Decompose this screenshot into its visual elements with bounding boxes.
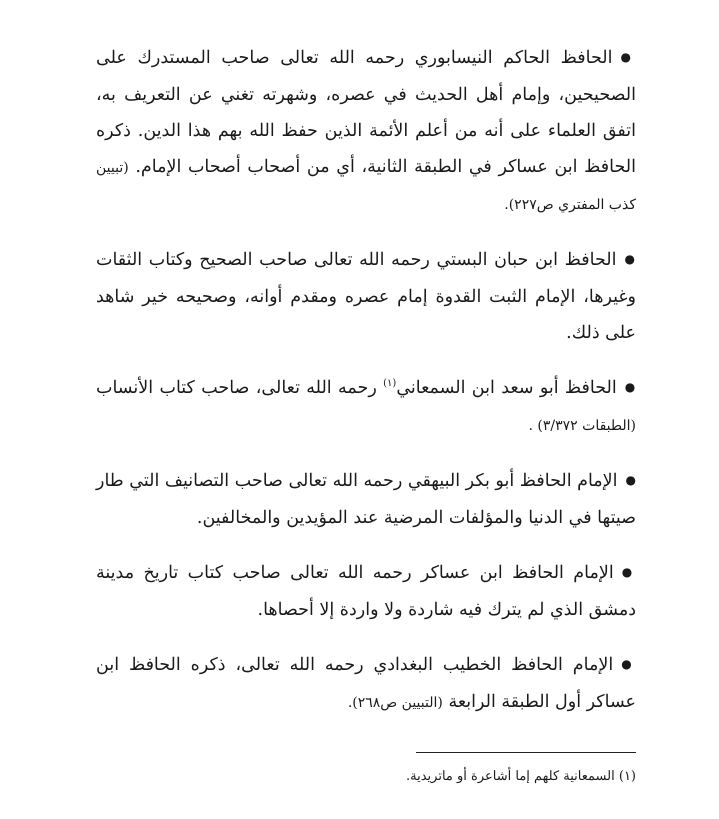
- bullet-icon: ●: [624, 380, 636, 394]
- entry-text: رحمه الله تعالى، صاحب كتاب الأنساب: [96, 378, 377, 398]
- footnote-mark[interactable]: (١): [383, 378, 397, 390]
- entry-text: الإمام الحافظ ابن عساكر رحمه الله تعالى صاحب كتاب تاريخ مدينة دمشق الذي لم يترك فيه شاردة ولا واردة إلا أحصاها.: [96, 563, 636, 620]
- entry-reference: (التبيين ص٢٦٨).: [347, 695, 443, 711]
- entry-samani: [96, 370, 636, 444]
- bullet-icon: ●: [625, 473, 636, 487]
- entry-text: الحافظ ابن حبان البستي رحمه الله تعالى صاحب الصحيح وكتاب الثقات وغيرها، الإمام الثبت القدوة إمام عصره ومقدم أوانه، وصحيحه خير شاهد على ذلك.: [96, 250, 636, 343]
- entry-text: الحافظ أبو سعد ابن السمعاني: [396, 378, 617, 398]
- entry-text: الإمام الحافظ أبو بكر البيهقي رحمه الله تعالى صاحب التصانيف التي طار صيتها في الدنيا والمؤلفات المرضية عند المؤيدين والمخالفين.: [96, 471, 636, 528]
- footnote-divider: [416, 752, 636, 753]
- bullet-icon: ●: [621, 657, 636, 671]
- entry-text: الحافظ الحاكم النيسابوري رحمه الله تعالى صاحب المستدرك على الصحيحين، وإمام أهل الحديث في عصره، وشهرته تغني عن التعريف به، اتفق العلماء على أنه من أعلم الأئمة الذين حفظ الله بهم هذا الدين. ذكره الحافظ ابن عساكر في الطبقة الثانية، أي من أصحاب أصحاب الإمام.: [96, 48, 636, 177]
- entry-hakim: [96, 40, 636, 223]
- entry-ibn-asakir: [96, 555, 636, 628]
- entry-ibn-hibban: [96, 242, 636, 351]
- footnote: (١) السمعانية كلهم إما أشاعرة أو ماتريدية.: [405, 769, 636, 784]
- entry-text: الإمام الحافظ الخطيب البغدادي رحمه الله تعالى، ذكره الحافظ ابن عساكر أول الطبقة الرابعة: [96, 655, 636, 712]
- bullet-icon: ●: [620, 50, 636, 64]
- entry-bayhaqi: [96, 463, 636, 536]
- entry-khatib: [96, 647, 636, 721]
- bullet-icon: ●: [624, 252, 636, 266]
- bullet-icon: ●: [621, 565, 636, 579]
- entry-reference: (تبيين كذب المفتري ص٢٢٧).: [96, 160, 636, 213]
- document-body: [96, 40, 636, 740]
- entry-reference: (الطبقات ٣/٣٧٢) .: [528, 418, 636, 434]
